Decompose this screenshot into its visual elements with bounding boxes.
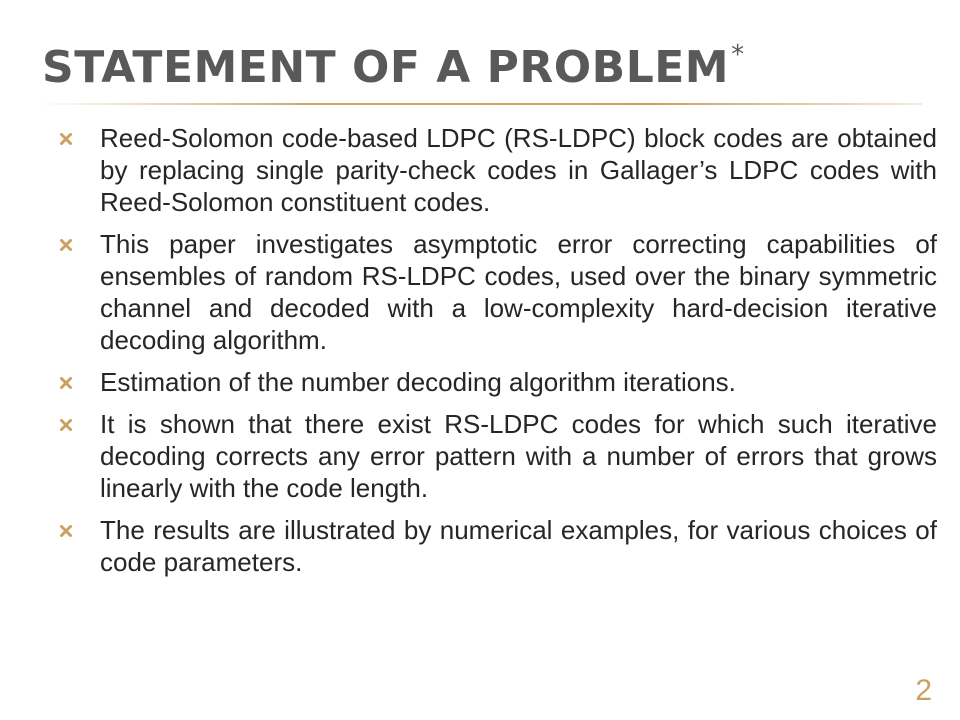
bullet-text: Estimation of the number decoding algorithm iterations. bbox=[100, 367, 736, 397]
slide-title-text: STATEMENT OF A PROBLEM bbox=[42, 42, 730, 93]
bullet-item bbox=[60, 408, 937, 504]
x-mark-bullet-icon bbox=[60, 239, 72, 251]
bullet-item bbox=[60, 514, 937, 578]
bullet-text: This paper investigates asymptotic error correcting capabilities of ensembles of random RS-LDPC codes, used over the binary symmetric channel and decoded with a low-complexity hard-decision iterative decoding algorithm. bbox=[100, 229, 937, 355]
bullet-list bbox=[60, 122, 937, 588]
bullet-text: The results are illustrated by numerical examples, for various choices of code parameters. bbox=[100, 515, 937, 577]
x-mark-bullet-icon bbox=[60, 133, 72, 145]
bullet-item bbox=[60, 228, 937, 356]
bullet-text: It is shown that there exist RS-LDPC codes for which such iterative decoding corrects any error pattern with a number of errors that grows linearly with the code length. bbox=[100, 409, 937, 503]
x-mark-bullet-icon bbox=[60, 525, 72, 537]
bullet-item bbox=[60, 366, 937, 398]
x-mark-bullet-icon bbox=[60, 377, 72, 389]
page-number: 2 bbox=[915, 674, 932, 707]
bullet-text: Reed-Solomon code-based LDPC (RS-LDPC) block codes are obtained by replacing single parity-check codes in Gallager’s LDPC codes with Reed-Solomon constituent codes. bbox=[100, 123, 937, 217]
bullet-item bbox=[60, 122, 937, 218]
title-underline-rule bbox=[38, 103, 922, 105]
slide-title bbox=[42, 42, 745, 94]
x-mark-bullet-icon bbox=[60, 419, 72, 431]
title-asterisk: * bbox=[731, 40, 745, 70]
